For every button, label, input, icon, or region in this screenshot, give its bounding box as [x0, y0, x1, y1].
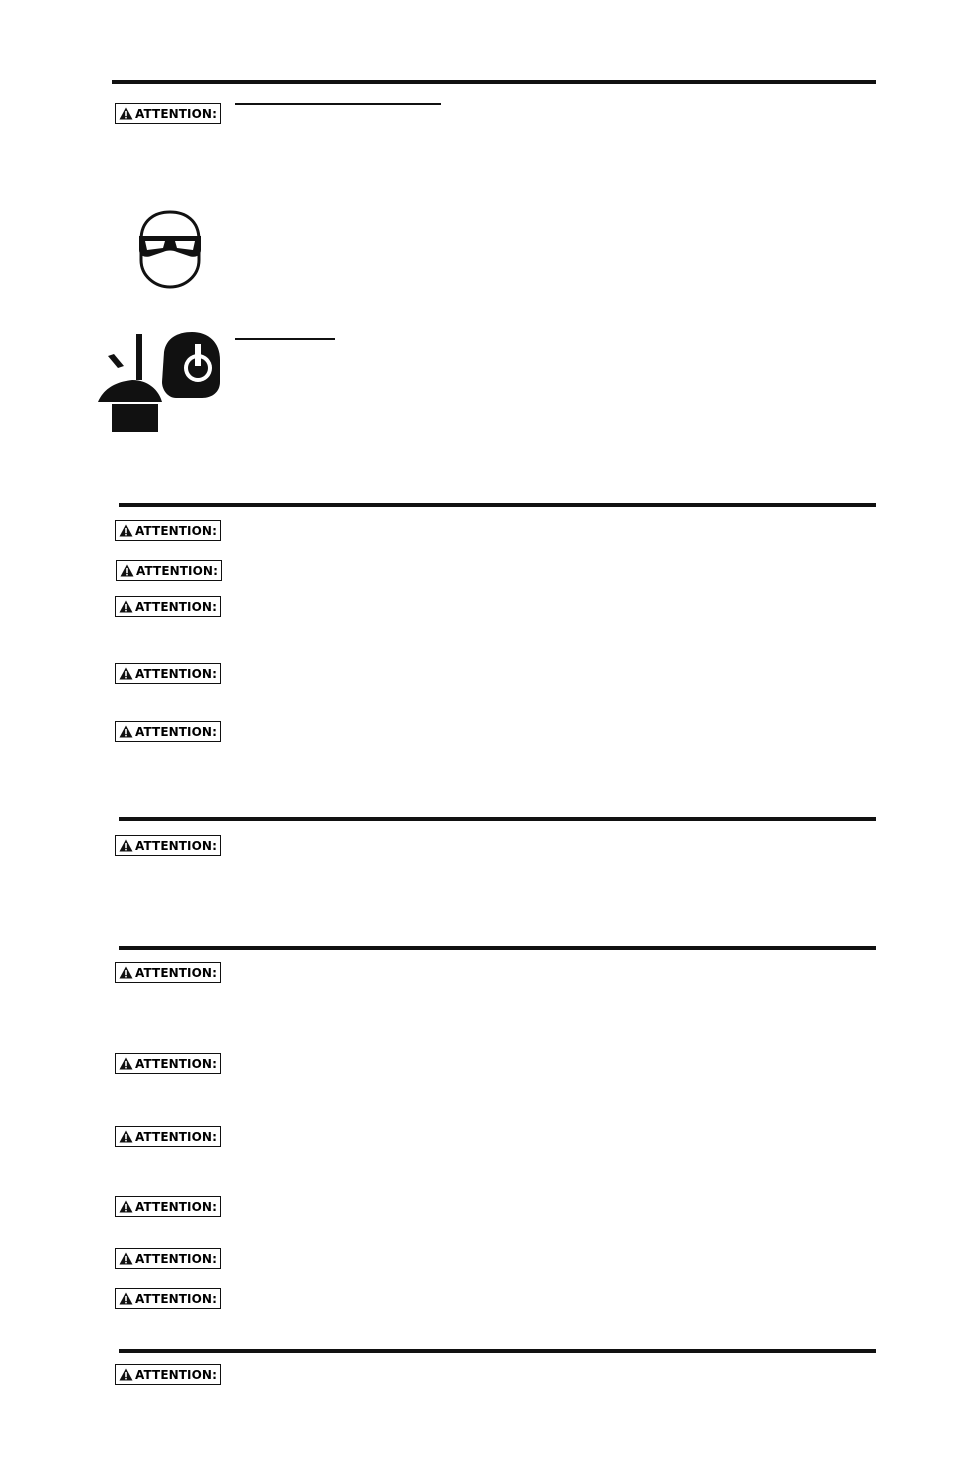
attention-label: ATTENTION:	[135, 1291, 217, 1306]
warning-triangle-icon	[119, 667, 133, 680]
attention-badge-14	[115, 1364, 221, 1385]
warning-triangle-icon	[119, 1368, 133, 1381]
attention-label: ATTENTION:	[135, 1367, 217, 1382]
dust-mask-ear-protection-icon	[94, 332, 224, 432]
attention-label: ATTENTION:	[135, 1129, 217, 1144]
attention-badge-10	[115, 1126, 221, 1147]
warning-triangle-icon	[119, 107, 133, 120]
warning-triangle-icon	[119, 524, 133, 537]
warning-triangle-icon	[119, 1130, 133, 1143]
attention-label: ATTENTION:	[135, 523, 217, 538]
warning-triangle-icon	[119, 600, 133, 613]
warning-triangle-icon	[119, 966, 133, 979]
section-rule-2	[119, 503, 876, 507]
warning-triangle-icon	[119, 839, 133, 852]
attention-label: ATTENTION:	[135, 666, 217, 681]
warning-triangle-icon	[119, 1200, 133, 1213]
attention-badge-1	[115, 103, 221, 124]
attention-badge-2	[115, 520, 221, 541]
attention-badge-5	[115, 663, 221, 684]
attention-label: ATTENTION:	[135, 106, 217, 121]
warning-triangle-icon	[119, 725, 133, 738]
attention-badge-8	[115, 962, 221, 983]
attention-badge-4	[115, 596, 221, 617]
warning-triangle-icon	[120, 564, 134, 577]
attention-label: ATTENTION:	[135, 724, 217, 739]
attention-badge-12	[115, 1248, 221, 1269]
attention-badge-7	[115, 835, 221, 856]
attention-label: ATTENTION:	[135, 1251, 217, 1266]
heading-underline-1	[235, 103, 441, 105]
attention-badge-3	[116, 560, 222, 581]
attention-label: ATTENTION:	[135, 1199, 217, 1214]
attention-label: ATTENTION:	[135, 838, 217, 853]
attention-badge-11	[115, 1196, 221, 1217]
attention-label: ATTENTION:	[135, 599, 217, 614]
attention-label: ATTENTION:	[136, 563, 218, 578]
attention-badge-6	[115, 721, 221, 742]
attention-badge-13	[115, 1288, 221, 1309]
warning-triangle-icon	[119, 1292, 133, 1305]
heading-underline-2	[235, 338, 335, 340]
section-rule-3	[119, 817, 876, 821]
safety-goggles-icon	[135, 210, 205, 290]
attention-label: ATTENTION:	[135, 965, 217, 980]
warning-triangle-icon	[119, 1252, 133, 1265]
section-rule-4	[119, 946, 876, 950]
section-rule-5	[119, 1349, 876, 1353]
warning-triangle-icon	[119, 1057, 133, 1070]
section-rule-1	[112, 80, 876, 84]
attention-badge-9	[115, 1053, 221, 1074]
attention-label: ATTENTION:	[135, 1056, 217, 1071]
